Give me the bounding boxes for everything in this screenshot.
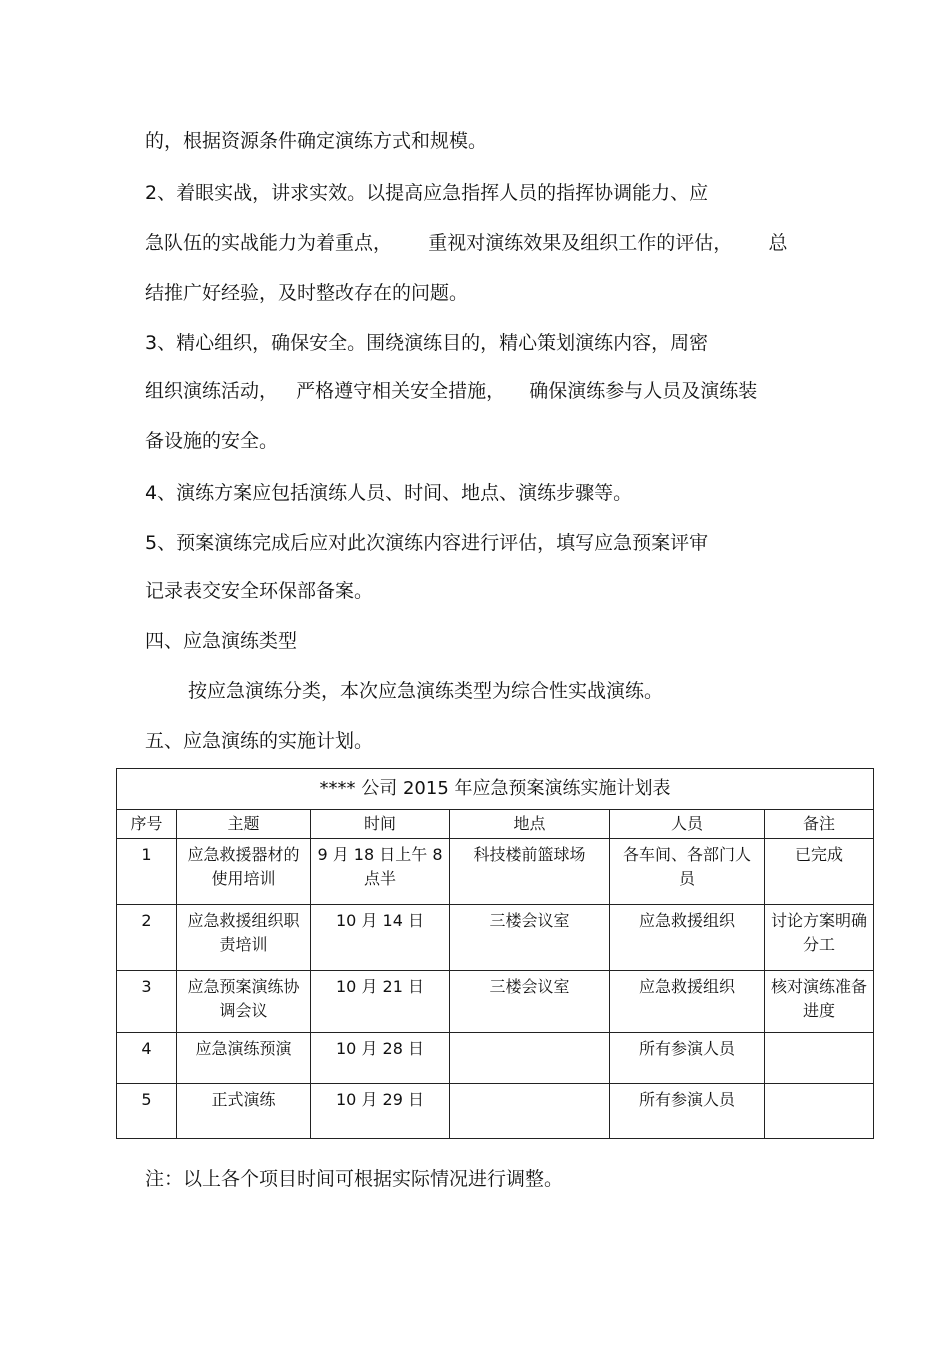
column-header: 备注 <box>765 810 874 839</box>
table-header-row <box>117 810 874 839</box>
table-title: **** 公司 2015 年应急预案演练实施计划表 <box>117 769 874 810</box>
paragraph-line: 按应急演练分类，本次应急演练类型为综合性实战演练。 <box>188 680 664 702</box>
table-row <box>117 971 874 1033</box>
table-cell: 应急救援组织 <box>610 971 765 1033</box>
column-header: 主题 <box>177 810 311 839</box>
table-cell: 应急演练预演 <box>177 1033 311 1084</box>
table-cell: 4 <box>117 1033 177 1084</box>
table-cell: 1 <box>117 839 177 905</box>
table-cell: 应急救援组织 <box>610 905 765 971</box>
table-cell: 10 月 28 日 <box>311 1033 450 1084</box>
paragraph-line: 结推广好经验，及时整改存在的问题。 <box>145 282 469 304</box>
section-heading: 五、应急演练的实施计划。 <box>145 730 374 752</box>
table-cell: 10 月 21 日 <box>311 971 450 1033</box>
paragraph-line: 备设施的安全。 <box>145 430 279 452</box>
table-cell: 10 月 29 日 <box>311 1084 450 1139</box>
table-cell: 2 <box>117 905 177 971</box>
table-row <box>117 905 874 971</box>
paragraph-line: 5、预案演练完成后应对此次演练内容进行评估，填写应急预案评审 <box>145 532 709 554</box>
paragraph-line: 组织演练活动， 严格遵守相关安全措施， 确保演练参与人员及演练装 <box>145 380 758 402</box>
table-cell: 正式演练 <box>177 1084 311 1139</box>
paragraph-line: 的，根据资源条件确定演练方式和规模。 <box>145 130 488 152</box>
table-cell <box>450 1033 610 1084</box>
table-cell: 应急预案演练协调会议 <box>177 971 311 1033</box>
paragraph-line: 2、着眼实战，讲求实效。以提高应急指挥人员的指挥协调能力、应 <box>145 182 709 204</box>
table-cell <box>765 1084 874 1139</box>
column-header: 序号 <box>117 810 177 839</box>
table-cell: 所有参演人员 <box>610 1033 765 1084</box>
table-cell: 9 月 18 日上午 8 点半 <box>311 839 450 905</box>
table-row <box>117 1084 874 1139</box>
table-row <box>117 839 874 905</box>
table-row <box>117 1033 874 1084</box>
table-cell: 应急救援器材的使用培训 <box>177 839 311 905</box>
paragraph-line: 记录表交安全环保部备案。 <box>145 580 374 602</box>
paragraph-line: 急队伍的实战能力为着重点， 重视对演练效果及组织工作的评估， 总 <box>145 232 788 254</box>
column-header: 地点 <box>450 810 610 839</box>
table-cell <box>765 1033 874 1084</box>
table-cell: 科技楼前篮球场 <box>450 839 610 905</box>
column-header: 时间 <box>311 810 450 839</box>
table-cell: 三楼会议室 <box>450 905 610 971</box>
table-cell: 核对演练准备进度 <box>765 971 874 1033</box>
table-cell: 3 <box>117 971 177 1033</box>
table-cell: 已完成 <box>765 839 874 905</box>
section-heading: 四、应急演练类型 <box>145 630 298 652</box>
table-cell: 所有参演人员 <box>610 1084 765 1139</box>
table-cell: 应急救援组织职责培训 <box>177 905 311 971</box>
table-note: 注：以上各个项目时间可根据实际情况进行调整。 <box>145 1168 564 1190</box>
table-cell: 10 月 14 日 <box>311 905 450 971</box>
plan-table <box>116 768 874 1139</box>
table-cell: 各车间、各部门人员 <box>610 839 765 905</box>
paragraph-line: 4、演练方案应包括演练人员、时间、地点、演练步骤等。 <box>145 482 633 504</box>
table-cell <box>450 1084 610 1139</box>
column-header: 人员 <box>610 810 765 839</box>
table-cell: 5 <box>117 1084 177 1139</box>
paragraph-line: 3、精心组织，确保安全。围绕演练目的，精心策划演练内容，周密 <box>145 332 709 354</box>
table-cell: 讨论方案明确分工 <box>765 905 874 971</box>
table-cell: 三楼会议室 <box>450 971 610 1033</box>
